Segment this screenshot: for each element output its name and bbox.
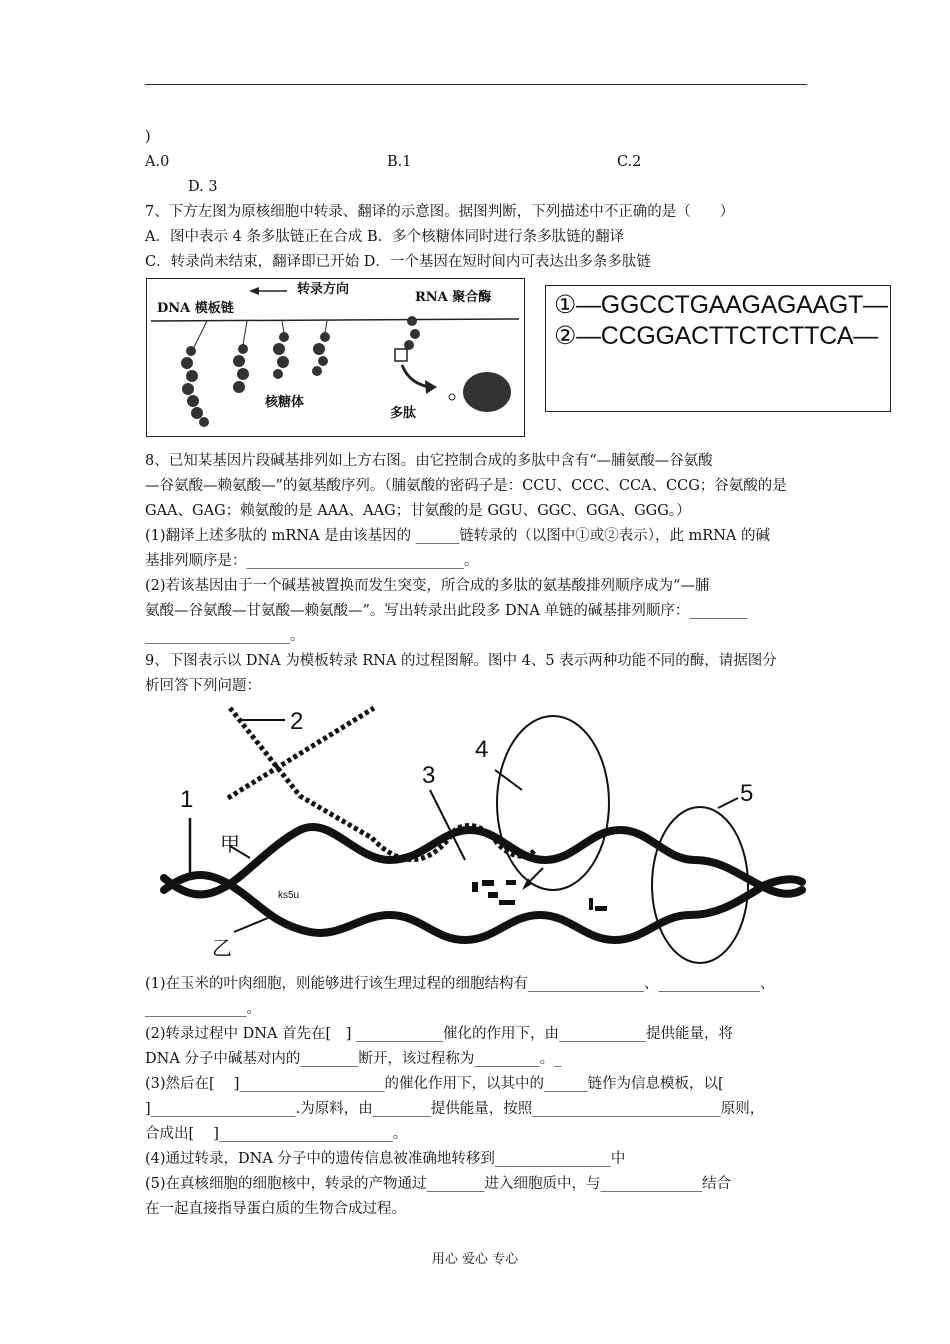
label-1: 1 bbox=[180, 786, 194, 813]
question-9-part-4: (4)通过转录，DNA 分子中的遗传信息被准确地转移到________________中 bbox=[145, 1151, 626, 1167]
text-line: —谷氨酸—赖氨酸—”的氨基酸序列。（脯氨酸的密码子是：CCU、CCC、CCA、CCG；谷氨酸的是 bbox=[145, 478, 787, 494]
label-polypeptide: 多肽 bbox=[390, 406, 417, 421]
option-b: B.1 bbox=[387, 154, 412, 170]
sequence-strand-1: ①—GGCCTGAAGAGAAGT— bbox=[554, 291, 888, 319]
label-2: 2 bbox=[290, 708, 304, 735]
text-line: DNA 分子中碱基对内的________断开，该过程称为_________。_ bbox=[145, 1051, 562, 1067]
question-9-part-3: (3)然后在[ ]____________________的催化作用下，以其中的______链作为信息模板，以[ bbox=[145, 1076, 724, 1092]
option-c: C.2 bbox=[617, 154, 642, 170]
sequence-strand-2: ②—CCGGACTTCTCTTCA— bbox=[554, 322, 878, 350]
question-8-part-1: (1)翻译上述多肽的 mRNA 是由该基因的 ______链转录的（以图中①或②表示），此 mRNA 的碱 bbox=[145, 528, 770, 544]
question-7: 7、下方左图为原核细胞中转录、翻译的示意图。据图判断，下列描述中不正确的是（ ） bbox=[145, 204, 735, 220]
header-rule bbox=[145, 84, 807, 85]
question-9: 9、下图表示以 DNA 为模板转录 RNA 的过程图解。图中 4、5 表示两种功能不同的酶，请据图分 bbox=[145, 653, 777, 669]
question-8-part-2: (2)若该基因由于一个碱基被置换而发生突变，所合成的多肽的氨基酸排列顺序成为“—脯 bbox=[145, 578, 710, 594]
label-strand-yi: 乙 bbox=[212, 936, 232, 960]
label-5: 5 bbox=[740, 780, 754, 807]
question-7-options-cd: C．转录尚未结束，翻译即已开始 D．一个基因在短时间内可表达出多条多肽链 bbox=[145, 254, 651, 270]
text-line: 氨酸—谷氨酸—甘氨酸—赖氨酸—”。写出转录出此段多 DNA 单链的碱基排列顺序：________ bbox=[145, 603, 748, 619]
label-dna-template: DNA 模板链 bbox=[157, 301, 234, 316]
label-3: 3 bbox=[422, 762, 436, 789]
question-7-options-ab: A．图中表示 4 条多肽链正在合成 B．多个核糖体同时进行条多肽链的翻译 bbox=[145, 229, 625, 245]
label-transcription-direction: 转录方向 bbox=[297, 282, 350, 297]
figure-dna-transcription bbox=[150, 700, 810, 970]
question-9-part-1: (1)在玉米的叶肉细胞，则能够进行该生理过程的细胞结构有________________、______________、 bbox=[145, 976, 775, 992]
figure-gene-sequence bbox=[545, 285, 891, 412]
question-9-part-2: (2)转录过程中 DNA 首先在[ ] ____________催化的作用下，由____________提供能量，将 bbox=[145, 1026, 733, 1042]
option-d: D. 3 bbox=[188, 179, 218, 195]
figure-transcription-translation bbox=[146, 278, 525, 437]
label-strand-jia: 甲 bbox=[220, 832, 240, 856]
text-line: ) bbox=[145, 129, 151, 145]
text-line: 在一起直接指导蛋白质的生物合成过程。 bbox=[145, 1201, 406, 1217]
question-8: 8、已知某基因片段碱基排列如上方右图。由它控制合成的多肽中含有“—脯氨酸—谷氨酸 bbox=[145, 453, 713, 469]
page-footer: 用心 爱心 专心 bbox=[431, 1252, 519, 1267]
text-line: ______________。 bbox=[145, 1001, 261, 1017]
label-rna-polymerase: RNA 聚合酶 bbox=[415, 290, 492, 305]
text-line: 合成出[ ]________________________。 bbox=[145, 1126, 408, 1142]
option-a: A.0 bbox=[145, 154, 170, 170]
watermark-text: ks5u bbox=[278, 890, 300, 901]
text-line: 析回答下列问题： bbox=[145, 678, 261, 694]
text-line: 基排列顺序是：______________________________。 bbox=[145, 553, 479, 569]
label-ribosome: 核糖体 bbox=[265, 395, 305, 410]
question-9-part-5: (5)在真核细胞的细胞核中，转录的产物通过________进入细胞质中，与______________结合 bbox=[145, 1176, 732, 1192]
text-line: ]____________________.为原料，由________提供能量，按照__________________________原则， bbox=[145, 1101, 765, 1117]
text-line: ____________________。 bbox=[145, 628, 305, 644]
label-4: 4 bbox=[475, 736, 489, 763]
text-line: GAA、GAG；赖氨酸的是 AAA、AAG；甘氨酸的是 GGU、GGC、GGA、GGG。） bbox=[145, 503, 691, 519]
